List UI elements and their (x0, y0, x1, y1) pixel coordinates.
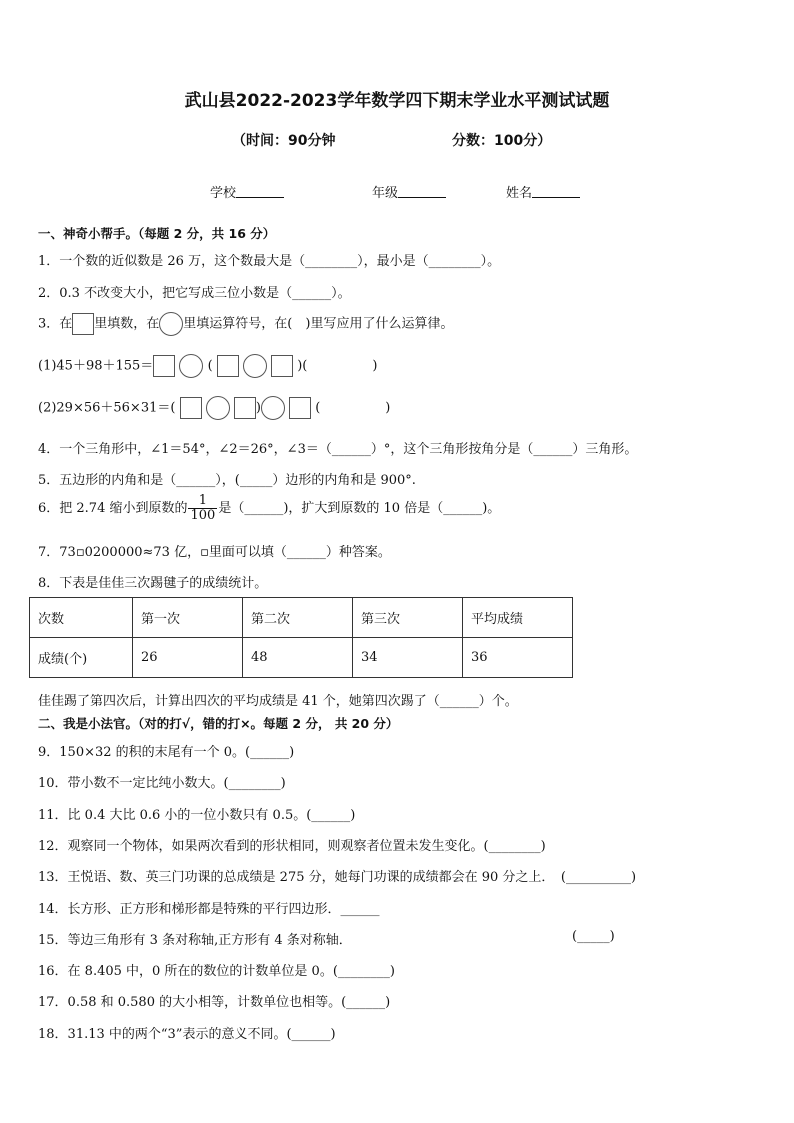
fraction: $\frac{1}{100}$ (190, 493, 216, 523)
grade-field: 年级 (372, 182, 446, 201)
question-15: 15．等边三角形有 3 条对称轴,正方形有 4 条对称轴． (38, 933, 352, 948)
answer-box[interactable] (153, 355, 175, 377)
answer-box[interactable] (217, 355, 239, 377)
table-cell: 36 (463, 638, 573, 678)
question-1: 1．一个数的近似数是 26 万，这个数最大是（________），最小是（________）。 (38, 254, 501, 269)
operator-circle[interactable] (243, 354, 267, 378)
school-field: 学校 (210, 182, 284, 201)
question-2: 2．0.3 不改变大小，把它写成三位小数是（______）。 (38, 286, 351, 301)
score-table (29, 597, 573, 678)
question-15-blank: (_____) (572, 929, 615, 944)
question-16: 16．在 8.405 中，0 所在的数位的计数单位是 0。(________) (38, 964, 395, 979)
table-cell: 48 (243, 638, 353, 678)
table-cell: 26 (133, 638, 243, 678)
grade-blank (398, 185, 446, 198)
question-12: 12．观察同一个物体，如果两次看到的形状相同，则观察者位置未发生变化。(________) (38, 839, 546, 854)
question-8-followup: 佳佳踢了第四次后，计算出四次的平均成绩是 41 个，她第四次踢了（______）个。 (38, 694, 518, 709)
circle-symbol (159, 312, 183, 336)
answer-box[interactable] (271, 355, 293, 377)
answer-box[interactable] (289, 397, 311, 419)
operator-circle[interactable] (179, 354, 203, 378)
table-cell: 成绩(个) (30, 638, 133, 678)
question-3-part-2: (2)29×56＋56×31＝( ) ( ) (38, 396, 390, 420)
question-3-part-1: (1)45＋98＋155＝ ( )( ) (38, 354, 377, 378)
operator-circle[interactable] (261, 396, 285, 420)
table-cell: 第一次 (133, 598, 243, 638)
table-cell: 第三次 (353, 598, 463, 638)
name-field: 姓名 (506, 182, 580, 201)
answer-box[interactable] (180, 397, 202, 419)
name-blank (532, 185, 580, 198)
table-cell: 平均成绩 (463, 598, 573, 638)
question-17: 17．0.58 和 0.580 的大小相等，计数单位也相等。(______) (38, 995, 391, 1010)
table-row (30, 598, 573, 638)
question-10: 10．带小数不一定比纯小数大。(________) (38, 776, 286, 791)
question-18: 18．31.13 中的两个“3”表示的意义不同。(______) (38, 1027, 336, 1042)
answer-box[interactable] (234, 397, 256, 419)
question-14: 14．长方形、正方形和梯形都是特殊的平行四边形．______ (38, 902, 380, 917)
page-title: 武山县2022-2023学年数学四下期末学业水平测试试题 (184, 91, 610, 111)
table-row (30, 638, 573, 678)
question-8: 8．下表是佳佳三次踢毽子的成绩统计。 (38, 576, 268, 591)
question-3: 3．在 里填数，在 里填运算符号，在( )里写应用了什么运算律。 (38, 312, 453, 336)
question-5: 5．五边形的内角和是（______），(_____）边形的内角和是 900°. (38, 473, 416, 488)
operator-circle[interactable] (206, 396, 230, 420)
table-cell: 第二次 (243, 598, 353, 638)
question-9: 9．150×32 的积的末尾有一个 0。(______) (38, 745, 295, 760)
table-cell: 次数 (30, 598, 133, 638)
section-2-heading: 二、我是小法官。（对的打√，错的打×。每题 2 分， 共 20 分） (38, 716, 399, 731)
question-11: 11．比 0.4 大比 0.6 小的一位小数只有 0.5。(______) (38, 808, 356, 823)
school-blank (236, 185, 284, 198)
question-7: 7．73▫0200000≈73 亿，▫里面可以填（______）种答案。 (38, 545, 391, 560)
section-1-heading: 一、神奇小帮手。（每题 2 分，共 16 分） (38, 226, 276, 241)
exam-time: （时间：90分钟 (232, 133, 336, 149)
question-4: 4．一个三角形中，∠1＝54°，∠2＝26°，∠3＝（______）°，这个三角形按角分是（______）三角形。 (38, 442, 638, 457)
table-cell: 34 (353, 638, 463, 678)
box-symbol (72, 313, 94, 335)
exam-score: 分数：100分） (452, 133, 552, 149)
question-13: 13．王悦语、数、英三门功课的总成绩是 275 分，她每门功课的成绩都会在 90 分之上． (__________) (38, 870, 637, 885)
question-6: 6．把 2.74 缩小到原数的 $\frac{1}{100}$ 是（______)，扩大到原数的 10 倍是（______)。 (38, 493, 501, 523)
